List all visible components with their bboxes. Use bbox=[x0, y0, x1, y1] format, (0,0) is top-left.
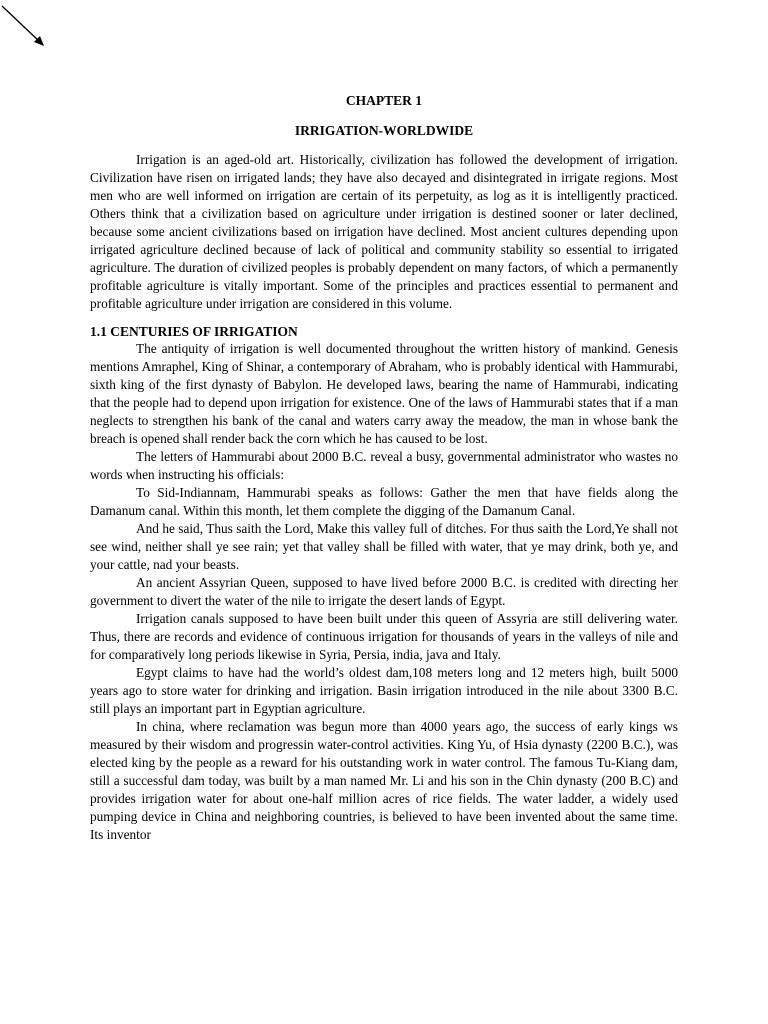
chapter-title: IRRIGATION-WORLDWIDE bbox=[294, 123, 474, 138]
chapter-number: CHAPTER 1 bbox=[345, 93, 423, 108]
corner-arrow-icon bbox=[0, 0, 50, 50]
section-paragraph: The letters of Hammurabi about 2000 B.C. reveal a busy, governmental administrator who wastes no words when instructing his officials: bbox=[90, 449, 678, 482]
section-paragraph: An ancient Assyrian Queen, supposed to have lived before 2000 B.C. is credited with directing her government to divert the water of the nile to irrigate the desert lands of Egypt. bbox=[90, 575, 678, 608]
section-paragraph: In china, where reclamation was begun more than 4000 years ago, the success of early kings ws measured by their wisdom and progressin water-control activities. King Yu, of Hsia dynasty (2200 B.C.), was elected king by the people as a reward for his outstanding work in water control. The famous Tu-Kiang dam, still a successful dam today, was built by a man named Mr. Li and his son in the Chin dynasty (200 B.C) and provides irrigation water for about one-half million acres of rice fields. The water ladder, a widely used pumping device in China and neighboring countries, is believed to have been invented about the same time. Its inventor bbox=[90, 719, 678, 842]
section-paragraph: Egypt claims to have had the world’s oldest dam,108 meters long and 12 meters high, built 5000 years ago to store water for drinking and irrigation. Basin irrigation introduced in the nile about 3300 B.C. still plays an important part in Egyptian agriculture. bbox=[90, 665, 678, 716]
section-paragraph: Irrigation canals supposed to have been built under this queen of Assyria are still delivering water. Thus, there are records and evidence of continuous irrigation for thousands of years in the valleys of nile and for comparatively long periods likewise in Syria, Persia, india, java and Italy. bbox=[90, 611, 678, 662]
section-paragraph: To Sid-Indiannam, Hammurabi speaks as follows: Gather the men that have fields along the Damanum canal. Within this month, let them complete the digging of the Damanum Canal. bbox=[90, 485, 678, 518]
document-page bbox=[90, 92, 678, 844]
intro-paragraph: Irrigation is an aged-old art. Historically, civilization has followed the development of irrigation. Civilization have risen on irrigated lands; they have also decayed and disintegrated in irrigate regions. Most men who are well informed on irrigation are certain of its perpetuity, as log as it is intelligently practiced. Others think that a civilization based on agriculture under irrigation is destined sooner or later declined, because some ancient civilizations based on irrigation have declined. Most ancient cultures depending upon irrigated agriculture declined because of lack of political and community stability so essential to irrigated agriculture. The duration of civilized peoples is probably dependent on many factors, of which a permanently profitable agriculture is vitally important. Some of the principles and practices essential to permanent and profitable agriculture under irrigation are considered in this volume. bbox=[90, 152, 678, 311]
section-paragraph: The antiquity of irrigation is well documented throughout the written history of mankind. Genesis mentions Amraphel, King of Shinar, a contemporary of Abraham, who is probably identical with Hammurabi, sixth king of the first dynasty of Babylon. He developed laws, bearing the name of Hammurabi, indicating that the people had to depend upon irrigation for existence. One of the laws of Hammurabi states that if a man neglects to strengthen his bank of the canal and waters carry away the meadow, the man in whose bank the breach is opened shall render back the corn which he has caused to be lost. bbox=[90, 341, 678, 446]
section-paragraph: And he said, Thus saith the Lord, Make this valley full of ditches. For thus saith the Lord,Ye shall not see wind, neither shall ye see rain; yet that valley shall be filled with water, that ye may drink, both ye, and your cattle, nad your beasts. bbox=[90, 521, 678, 572]
section-heading: 1.1 CENTURIES OF IRRIGATION bbox=[90, 324, 298, 339]
